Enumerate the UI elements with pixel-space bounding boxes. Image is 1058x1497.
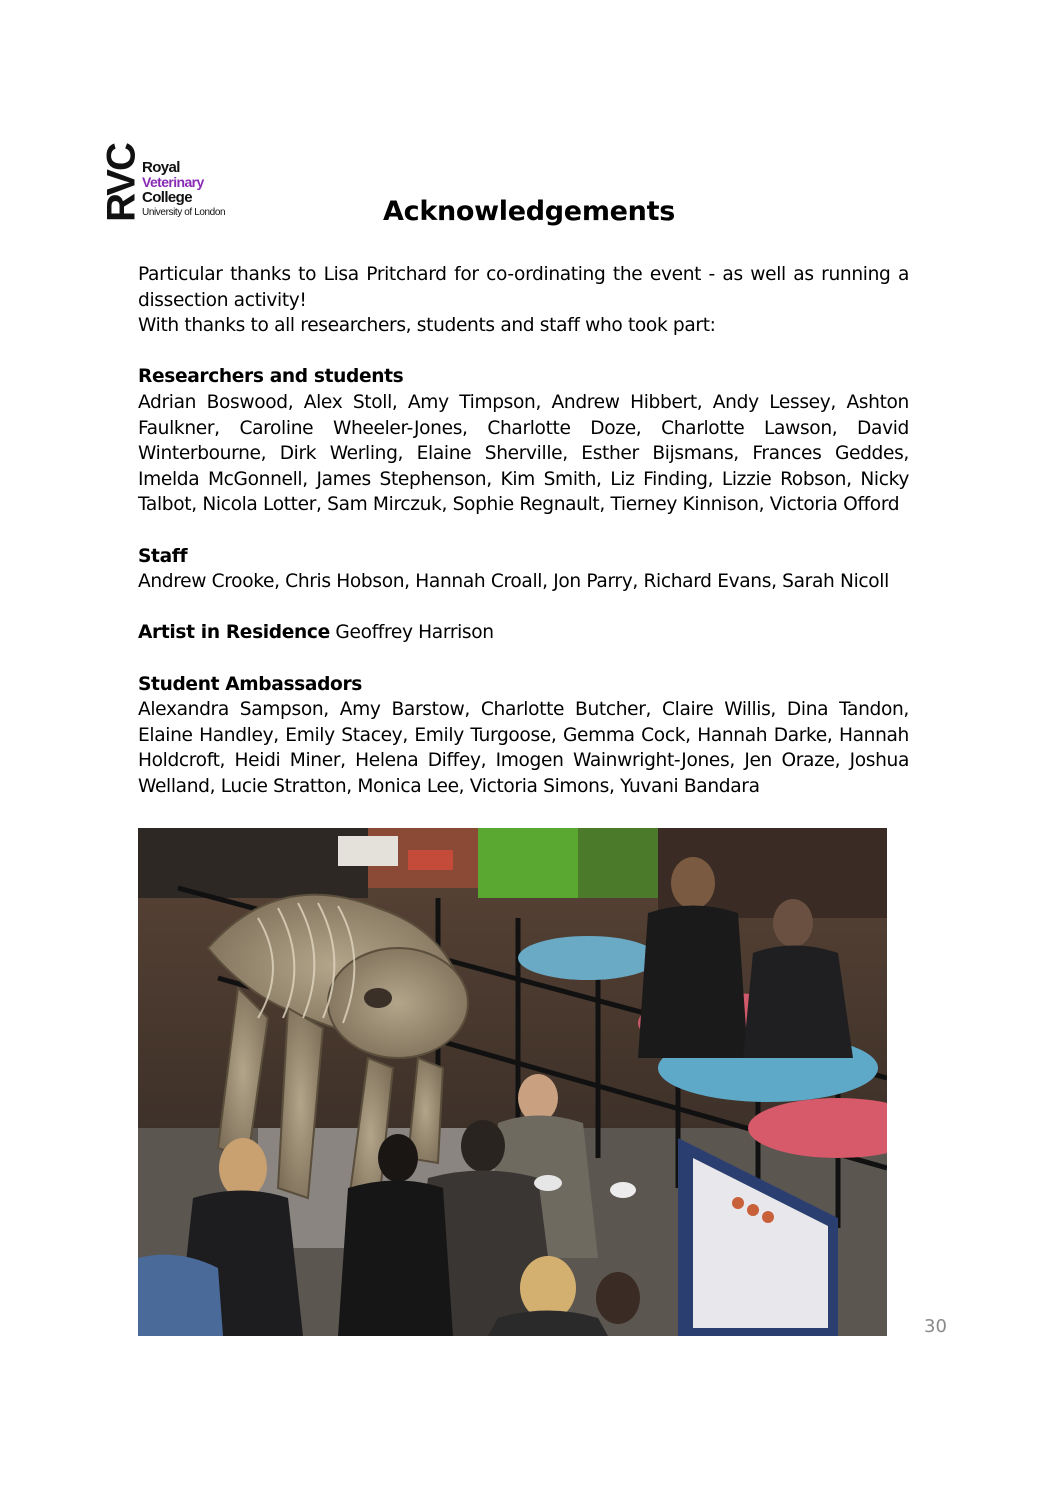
page-title: Acknowledgements bbox=[383, 196, 675, 227]
artist-name: Geoffrey Harrison bbox=[335, 622, 494, 644]
logo-line-university: University of London bbox=[142, 207, 226, 218]
logo-line-veterinary: Veterinary bbox=[142, 174, 204, 190]
ambassadors-names: Alexandra Sampson, Amy Barstow, Charlotte Butcher, Claire Willis, Dina Tandon, Elaine Handley, Emily Stacey, Emily Turgoose, Gemma Cock, Hannah Darke, Hannah Holdcroft, Heidi Miner, Helena Diffey, Imogen Wainwright-Jones, Jen Oraze, Joshua Welland, Lucie Stratton, Monica Lee, Victoria Simons, Yuvani Bandara bbox=[138, 699, 909, 797]
staff-names: Andrew Crooke, Chris Hobson, Hannah Croall, Jon Parry, Richard Evans, Sarah Nicoll bbox=[138, 571, 889, 593]
researchers-names: Adrian Boswood, Alex Stoll, Amy Timpson, Andrew Hibbert, Andy Lessey, Ashton Faulkner, Caroline Wheeler-Jones, Charlotte Doze, Charlotte Lawson, David Winterbourne, Dirk Werling, Elaine Sherville, Esther Bijsmans, Frances Geddes, Imelda McGonnell, James Stephenson, Kim Smith, Liz Finding, Lizzie Robson, Nicky Talbot, Nicola Lotter, Sam Mirczuk, Sophie Regnault, Tierney Kinnison, Victoria Offord bbox=[138, 391, 909, 516]
staff-heading: Staff bbox=[138, 545, 188, 567]
ambassadors-heading: Student Ambassadors bbox=[138, 673, 363, 695]
acknowledgements-body bbox=[138, 262, 909, 799]
researchers-heading: Researchers and students bbox=[138, 366, 404, 388]
intro-thanks: Particular thanks to Lisa Pritchard for co-ordinating the event - as well as running a dissection activity! bbox=[138, 264, 909, 311]
artist-line bbox=[138, 620, 909, 646]
artist-heading: Artist in Residence bbox=[138, 622, 330, 644]
intro-all: With thanks to all researchers, students and staff who took part: bbox=[138, 315, 716, 337]
page-number: 30 bbox=[924, 1316, 947, 1337]
event-photo bbox=[138, 828, 887, 1336]
logo-line-royal: Royal bbox=[142, 159, 180, 176]
logo-line-college: College bbox=[142, 189, 192, 206]
rvc-logo-mark: RVC bbox=[99, 144, 144, 222]
